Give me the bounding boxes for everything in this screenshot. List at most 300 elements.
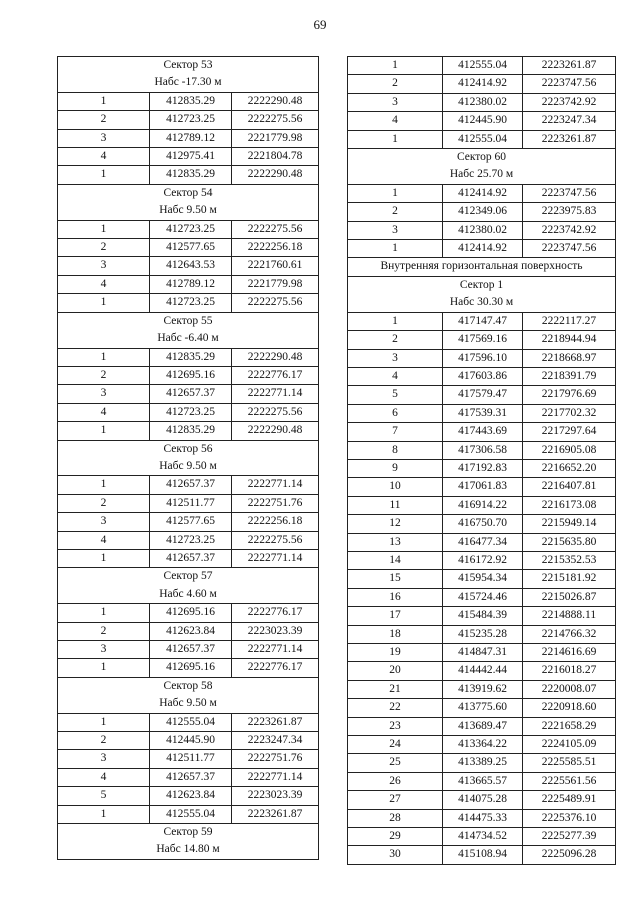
coordinate-y: 2223261.87 bbox=[523, 130, 616, 148]
point-number: 3 bbox=[58, 257, 150, 275]
coordinates-table-left bbox=[57, 56, 319, 860]
point-number: 30 bbox=[348, 846, 443, 864]
coordinate-x: 415954.34 bbox=[443, 570, 523, 588]
coordinate-y: 2222256.18 bbox=[232, 513, 319, 531]
point-number: 13 bbox=[348, 533, 443, 551]
point-number: 6 bbox=[348, 404, 443, 422]
table-row bbox=[58, 385, 319, 403]
table-row bbox=[58, 513, 319, 531]
coordinate-y: 2214616.69 bbox=[523, 644, 616, 662]
table-row bbox=[348, 625, 616, 643]
table-row bbox=[348, 607, 616, 625]
point-number: 17 bbox=[348, 607, 443, 625]
coordinate-y: 2225096.28 bbox=[523, 846, 616, 864]
point-number: 11 bbox=[348, 496, 443, 514]
point-number: 4 bbox=[58, 148, 150, 166]
section-header-row bbox=[58, 330, 319, 348]
point-number: 7 bbox=[348, 423, 443, 441]
point-number: 15 bbox=[348, 570, 443, 588]
coordinate-y: 2221760.61 bbox=[232, 257, 319, 275]
point-number: 5 bbox=[348, 386, 443, 404]
coordinate-x: 417539.31 bbox=[443, 404, 523, 422]
table-row bbox=[348, 75, 616, 93]
coordinate-x: 412835.29 bbox=[150, 166, 232, 184]
coordinate-x: 417443.69 bbox=[443, 423, 523, 441]
sector-elevation: Набс 9.50 м bbox=[58, 202, 319, 220]
table-row bbox=[348, 772, 616, 790]
table-row bbox=[348, 423, 616, 441]
point-number: 18 bbox=[348, 625, 443, 643]
coordinate-x: 412723.25 bbox=[150, 111, 232, 129]
point-number: 9 bbox=[348, 459, 443, 477]
coordinate-x: 417147.47 bbox=[443, 312, 523, 330]
coordinate-y: 2218391.79 bbox=[523, 367, 616, 385]
table-row bbox=[58, 348, 319, 366]
coordinate-y: 2222751.76 bbox=[232, 750, 319, 768]
sector-elevation: Набс 9.50 м bbox=[58, 458, 319, 476]
coordinate-y: 2217702.32 bbox=[523, 404, 616, 422]
coordinate-y: 2216407.81 bbox=[523, 478, 616, 496]
table-row bbox=[348, 717, 616, 735]
coordinate-x: 412445.90 bbox=[150, 732, 232, 750]
coordinate-x: 412657.37 bbox=[150, 768, 232, 786]
coordinate-x: 417596.10 bbox=[443, 349, 523, 367]
coordinate-x: 416750.70 bbox=[443, 515, 523, 533]
coordinate-y: 2221658.29 bbox=[523, 717, 616, 735]
coordinate-x: 412414.92 bbox=[443, 240, 523, 258]
coordinate-x: 414075.28 bbox=[443, 791, 523, 809]
coordinate-x: 412657.37 bbox=[150, 385, 232, 403]
table-row bbox=[348, 367, 616, 385]
point-number: 1 bbox=[348, 240, 443, 258]
coordinate-x: 412723.25 bbox=[150, 220, 232, 238]
point-number: 3 bbox=[58, 513, 150, 531]
point-number: 20 bbox=[348, 662, 443, 680]
point-number: 14 bbox=[348, 551, 443, 569]
coordinate-y: 2222275.56 bbox=[232, 220, 319, 238]
table-row bbox=[348, 496, 616, 514]
point-number: 1 bbox=[58, 166, 150, 184]
table-row bbox=[348, 846, 616, 864]
coordinate-x: 412511.77 bbox=[150, 750, 232, 768]
table-row bbox=[58, 787, 319, 805]
point-number: 2 bbox=[58, 239, 150, 257]
coordinate-x: 412789.12 bbox=[150, 129, 232, 147]
sector-title: Сектор 59 bbox=[58, 824, 319, 842]
coordinate-y: 2217297.64 bbox=[523, 423, 616, 441]
point-number: 2 bbox=[58, 622, 150, 640]
section-header-row bbox=[58, 568, 319, 586]
coordinate-y: 2223975.83 bbox=[523, 203, 616, 221]
sector-title: Сектор 57 bbox=[58, 568, 319, 586]
table-row bbox=[348, 791, 616, 809]
table-row bbox=[348, 203, 616, 221]
sector-title: Сектор 54 bbox=[58, 184, 319, 202]
point-number: 4 bbox=[58, 403, 150, 421]
sector-elevation: Набс 30.30 м bbox=[348, 294, 616, 312]
coordinate-x: 412695.16 bbox=[150, 659, 232, 677]
coordinate-x: 414734.52 bbox=[443, 828, 523, 846]
surface-title: Внутренняя горизонтальная поверхность bbox=[348, 258, 616, 276]
table-row bbox=[348, 662, 616, 680]
table-row bbox=[348, 736, 616, 754]
coordinate-y: 2216018.27 bbox=[523, 662, 616, 680]
coordinate-y: 2222776.17 bbox=[232, 659, 319, 677]
coordinate-y: 2223742.92 bbox=[523, 221, 616, 239]
section-header-row bbox=[58, 74, 319, 92]
coordinate-y: 2214888.11 bbox=[523, 607, 616, 625]
coordinate-y: 2222776.17 bbox=[232, 366, 319, 384]
point-number: 28 bbox=[348, 809, 443, 827]
table-row bbox=[58, 494, 319, 512]
section-header-row bbox=[58, 184, 319, 202]
point-number: 5 bbox=[58, 787, 150, 805]
table-row bbox=[348, 478, 616, 496]
sector-elevation: Набс 4.60 м bbox=[58, 586, 319, 604]
point-number: 4 bbox=[348, 367, 443, 385]
point-number: 1 bbox=[58, 713, 150, 731]
point-number: 3 bbox=[58, 641, 150, 659]
coordinate-x: 413775.60 bbox=[443, 699, 523, 717]
table-row bbox=[348, 93, 616, 111]
coordinate-y: 2222290.48 bbox=[232, 422, 319, 440]
coordinate-y: 2225585.51 bbox=[523, 754, 616, 772]
coordinate-y: 2222771.14 bbox=[232, 641, 319, 659]
table-row bbox=[348, 240, 616, 258]
coordinate-y: 2217976.69 bbox=[523, 386, 616, 404]
point-number: 1 bbox=[348, 57, 443, 75]
coordinate-x: 412657.37 bbox=[150, 549, 232, 567]
table-row bbox=[348, 404, 616, 422]
point-number: 26 bbox=[348, 772, 443, 790]
table-row bbox=[58, 531, 319, 549]
coordinate-y: 2222275.56 bbox=[232, 294, 319, 312]
coordinate-x: 414442.44 bbox=[443, 662, 523, 680]
sector-title: Сектор 60 bbox=[348, 149, 616, 167]
coordinate-y: 2222290.48 bbox=[232, 166, 319, 184]
point-number: 1 bbox=[58, 604, 150, 622]
table-row bbox=[58, 111, 319, 129]
coordinate-y: 2225561.56 bbox=[523, 772, 616, 790]
point-number: 27 bbox=[348, 791, 443, 809]
coordinate-y: 2222290.48 bbox=[232, 348, 319, 366]
point-number: 4 bbox=[58, 531, 150, 549]
point-number: 21 bbox=[348, 680, 443, 698]
table-row bbox=[58, 148, 319, 166]
coordinate-y: 2221779.98 bbox=[232, 275, 319, 293]
coordinate-y: 2222771.14 bbox=[232, 768, 319, 786]
coordinate-x: 412555.04 bbox=[443, 130, 523, 148]
section-header-row bbox=[348, 294, 616, 312]
coordinate-x: 412414.92 bbox=[443, 184, 523, 202]
point-number: 2 bbox=[58, 494, 150, 512]
table-row bbox=[58, 750, 319, 768]
point-number: 1 bbox=[348, 184, 443, 202]
coordinate-y: 2216905.08 bbox=[523, 441, 616, 459]
point-number: 22 bbox=[348, 699, 443, 717]
table-row bbox=[58, 659, 319, 677]
coordinate-x: 412555.04 bbox=[150, 713, 232, 731]
table-row bbox=[58, 239, 319, 257]
coordinate-x: 412835.29 bbox=[150, 348, 232, 366]
coordinate-y: 2222771.14 bbox=[232, 476, 319, 494]
table-row bbox=[348, 754, 616, 772]
table-row bbox=[58, 257, 319, 275]
coordinate-x: 415235.28 bbox=[443, 625, 523, 643]
coordinate-x: 412511.77 bbox=[150, 494, 232, 512]
coordinate-y: 2216652.20 bbox=[523, 459, 616, 477]
table-row bbox=[348, 221, 616, 239]
coordinate-y: 2222117.27 bbox=[523, 312, 616, 330]
coordinate-y: 2225489.91 bbox=[523, 791, 616, 809]
coordinate-y: 2223747.56 bbox=[523, 184, 616, 202]
coordinate-x: 417061.83 bbox=[443, 478, 523, 496]
table-row bbox=[58, 275, 319, 293]
coordinate-x: 412789.12 bbox=[150, 275, 232, 293]
coordinate-x: 416914.22 bbox=[443, 496, 523, 514]
coordinate-y: 2222290.48 bbox=[232, 92, 319, 110]
table-row bbox=[58, 92, 319, 110]
coordinate-y: 2220918.60 bbox=[523, 699, 616, 717]
section-header-row bbox=[58, 695, 319, 713]
sector-elevation: Набс -6.40 м bbox=[58, 330, 319, 348]
point-number: 3 bbox=[58, 385, 150, 403]
coordinate-y: 2223261.87 bbox=[523, 57, 616, 75]
table-row bbox=[348, 349, 616, 367]
table-row bbox=[348, 441, 616, 459]
table-row bbox=[348, 588, 616, 606]
coordinate-y: 2223261.87 bbox=[232, 713, 319, 731]
table-row bbox=[348, 533, 616, 551]
coordinate-y: 2221779.98 bbox=[232, 129, 319, 147]
point-number: 3 bbox=[348, 93, 443, 111]
coordinate-y: 2223247.34 bbox=[232, 732, 319, 750]
coordinate-y: 2225376.10 bbox=[523, 809, 616, 827]
coordinate-y: 2221804.78 bbox=[232, 148, 319, 166]
coordinate-x: 415724.46 bbox=[443, 588, 523, 606]
point-number: 16 bbox=[348, 588, 443, 606]
coordinate-y: 2225277.39 bbox=[523, 828, 616, 846]
table-row bbox=[348, 809, 616, 827]
coordinate-x: 416477.34 bbox=[443, 533, 523, 551]
coordinate-x: 417603.86 bbox=[443, 367, 523, 385]
table-row bbox=[348, 184, 616, 202]
coordinate-y: 2220008.07 bbox=[523, 680, 616, 698]
coordinate-x: 412975.41 bbox=[150, 148, 232, 166]
coordinate-x: 414847.31 bbox=[443, 644, 523, 662]
point-number: 3 bbox=[58, 750, 150, 768]
section-header-row bbox=[58, 312, 319, 330]
section-header-row bbox=[58, 677, 319, 695]
coordinate-x: 417192.83 bbox=[443, 459, 523, 477]
coordinate-x: 414475.33 bbox=[443, 809, 523, 827]
coordinate-x: 412380.02 bbox=[443, 93, 523, 111]
coordinate-x: 416172.92 bbox=[443, 551, 523, 569]
coordinate-y: 2214766.32 bbox=[523, 625, 616, 643]
coordinate-x: 413919.62 bbox=[443, 680, 523, 698]
point-number: 1 bbox=[58, 549, 150, 567]
point-number: 1 bbox=[58, 805, 150, 823]
table-row bbox=[348, 828, 616, 846]
coordinate-x: 412723.25 bbox=[150, 531, 232, 549]
coordinate-x: 412835.29 bbox=[150, 92, 232, 110]
section-header-row bbox=[348, 166, 616, 184]
table-row bbox=[58, 622, 319, 640]
table-row bbox=[58, 422, 319, 440]
point-number: 2 bbox=[348, 203, 443, 221]
point-number: 1 bbox=[58, 348, 150, 366]
section-header-row bbox=[58, 458, 319, 476]
point-number: 1 bbox=[348, 130, 443, 148]
coordinate-x: 412695.16 bbox=[150, 604, 232, 622]
point-number: 10 bbox=[348, 478, 443, 496]
point-number: 1 bbox=[58, 220, 150, 238]
coordinate-x: 413689.47 bbox=[443, 717, 523, 735]
point-number: 2 bbox=[348, 75, 443, 93]
table-row bbox=[58, 713, 319, 731]
table-row bbox=[58, 476, 319, 494]
point-number: 1 bbox=[58, 92, 150, 110]
coordinate-y: 2222771.14 bbox=[232, 385, 319, 403]
point-number: 4 bbox=[58, 275, 150, 293]
point-number: 4 bbox=[58, 768, 150, 786]
coordinate-y: 2223261.87 bbox=[232, 805, 319, 823]
point-number: 1 bbox=[348, 312, 443, 330]
point-number: 24 bbox=[348, 736, 443, 754]
sector-elevation: Набс -17.30 м bbox=[58, 74, 319, 92]
coordinate-x: 412657.37 bbox=[150, 476, 232, 494]
table-row bbox=[348, 57, 616, 75]
coordinate-x: 413665.57 bbox=[443, 772, 523, 790]
table-row bbox=[348, 570, 616, 588]
point-number: 3 bbox=[58, 129, 150, 147]
coordinate-x: 412414.92 bbox=[443, 75, 523, 93]
coordinate-x: 415484.39 bbox=[443, 607, 523, 625]
section-header-row bbox=[348, 149, 616, 167]
section-header-row bbox=[58, 841, 319, 859]
table-row bbox=[58, 220, 319, 238]
point-number: 29 bbox=[348, 828, 443, 846]
table-row bbox=[348, 331, 616, 349]
coordinate-x: 412577.65 bbox=[150, 513, 232, 531]
table-row bbox=[348, 459, 616, 477]
point-number: 2 bbox=[58, 366, 150, 384]
coordinate-y: 2222275.56 bbox=[232, 403, 319, 421]
coordinate-y: 2222275.56 bbox=[232, 111, 319, 129]
table-row bbox=[58, 604, 319, 622]
point-number: 23 bbox=[348, 717, 443, 735]
coordinate-x: 412555.04 bbox=[443, 57, 523, 75]
coordinate-y: 2223023.39 bbox=[232, 622, 319, 640]
table-row bbox=[58, 641, 319, 659]
section-header-row bbox=[58, 202, 319, 220]
coordinate-y: 2222751.76 bbox=[232, 494, 319, 512]
sector-title: Сектор 55 bbox=[58, 312, 319, 330]
table-row bbox=[58, 294, 319, 312]
point-number: 3 bbox=[348, 221, 443, 239]
coordinate-y: 2222771.14 bbox=[232, 549, 319, 567]
table-row bbox=[348, 551, 616, 569]
coordinate-y: 2223747.56 bbox=[523, 240, 616, 258]
table-row bbox=[348, 515, 616, 533]
sector-title: Сектор 1 bbox=[348, 276, 616, 294]
coordinate-y: 2222776.17 bbox=[232, 604, 319, 622]
point-number: 1 bbox=[58, 659, 150, 677]
coordinate-y: 2215352.53 bbox=[523, 551, 616, 569]
coordinate-y: 2222275.56 bbox=[232, 531, 319, 549]
coordinate-y: 2215949.14 bbox=[523, 515, 616, 533]
table-row bbox=[348, 644, 616, 662]
sector-title: Сектор 56 bbox=[58, 440, 319, 458]
point-number: 1 bbox=[58, 422, 150, 440]
table-row bbox=[58, 403, 319, 421]
coordinate-x: 413364.22 bbox=[443, 736, 523, 754]
coordinate-x: 412623.84 bbox=[150, 622, 232, 640]
coordinate-y: 2223247.34 bbox=[523, 112, 616, 130]
coordinate-y: 2218668.97 bbox=[523, 349, 616, 367]
coordinates-table-right bbox=[347, 56, 616, 865]
coordinate-y: 2218944.94 bbox=[523, 331, 616, 349]
coordinate-x: 417569.16 bbox=[443, 331, 523, 349]
sector-title: Сектор 58 bbox=[58, 677, 319, 695]
coordinate-y: 2223023.39 bbox=[232, 787, 319, 805]
section-header-row bbox=[58, 824, 319, 842]
table-row bbox=[58, 768, 319, 786]
section-header-row bbox=[58, 57, 319, 75]
section-header-row bbox=[58, 586, 319, 604]
point-number: 8 bbox=[348, 441, 443, 459]
coordinate-x: 417306.58 bbox=[443, 441, 523, 459]
table-row bbox=[58, 166, 319, 184]
coordinate-x: 412835.29 bbox=[150, 422, 232, 440]
coordinate-x: 412380.02 bbox=[443, 221, 523, 239]
sector-elevation: Набс 9.50 м bbox=[58, 695, 319, 713]
coordinate-y: 2215026.87 bbox=[523, 588, 616, 606]
coordinate-x: 412555.04 bbox=[150, 805, 232, 823]
point-number: 1 bbox=[58, 294, 150, 312]
sector-elevation: Набс 14.80 м bbox=[58, 841, 319, 859]
coordinate-y: 2223747.56 bbox=[523, 75, 616, 93]
point-number: 25 bbox=[348, 754, 443, 772]
table-row bbox=[348, 680, 616, 698]
coordinate-x: 412623.84 bbox=[150, 787, 232, 805]
coordinate-x: 412723.25 bbox=[150, 294, 232, 312]
coordinate-x: 412445.90 bbox=[443, 112, 523, 130]
coordinate-x: 412643.53 bbox=[150, 257, 232, 275]
coordinate-x: 412657.37 bbox=[150, 641, 232, 659]
sector-title: Сектор 53 bbox=[58, 57, 319, 75]
table-row bbox=[348, 130, 616, 148]
table-row bbox=[348, 312, 616, 330]
coordinate-x: 412349.06 bbox=[443, 203, 523, 221]
sector-elevation: Набс 25.70 м bbox=[348, 166, 616, 184]
point-number: 3 bbox=[348, 349, 443, 367]
point-number: 19 bbox=[348, 644, 443, 662]
point-number: 1 bbox=[58, 476, 150, 494]
coordinate-x: 412723.25 bbox=[150, 403, 232, 421]
section-header-row bbox=[348, 258, 616, 276]
point-number: 4 bbox=[348, 112, 443, 130]
table-row bbox=[58, 732, 319, 750]
coordinate-x: 412577.65 bbox=[150, 239, 232, 257]
table-row bbox=[58, 129, 319, 147]
coordinate-x: 413389.25 bbox=[443, 754, 523, 772]
table-row bbox=[348, 112, 616, 130]
coordinate-x: 412695.16 bbox=[150, 366, 232, 384]
point-number: 2 bbox=[58, 111, 150, 129]
point-number: 12 bbox=[348, 515, 443, 533]
table-row bbox=[348, 386, 616, 404]
